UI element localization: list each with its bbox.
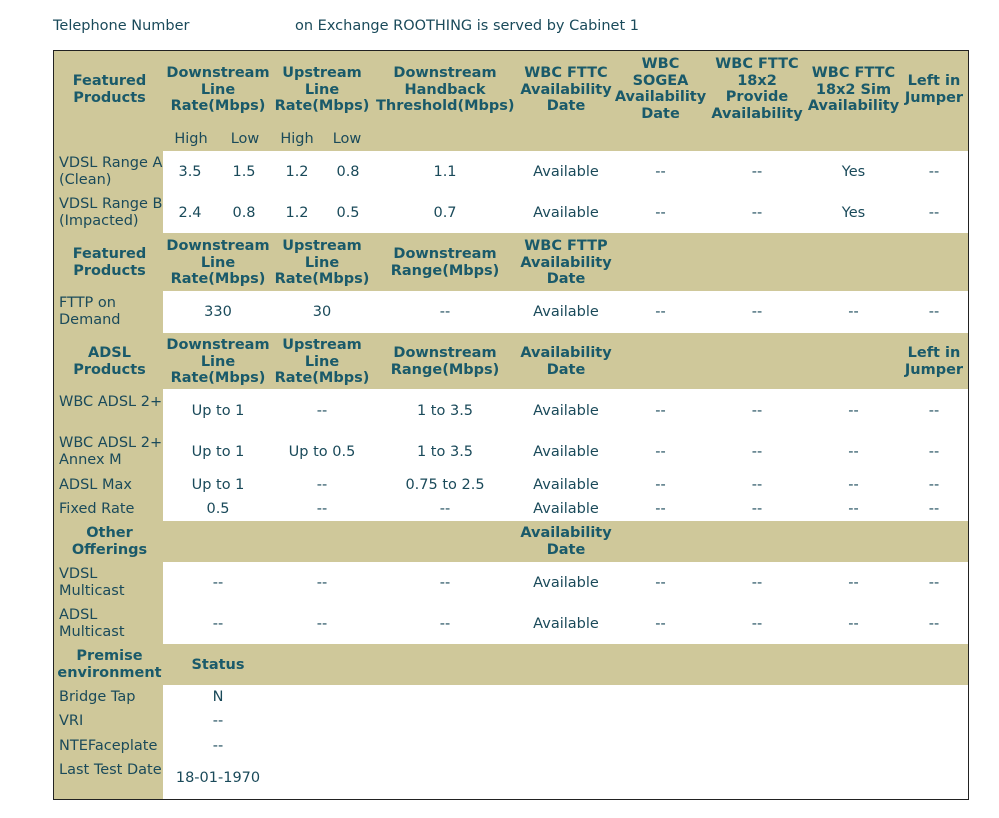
row-label: VDSL Range B (Impacted) — [59, 196, 163, 229]
col-left-in-jumper: Left in Jumper — [904, 73, 964, 106]
cell-date: Available — [533, 304, 599, 320]
cell-ds: Up to 1 — [191, 403, 245, 419]
row-label: Last Test Date — [59, 762, 162, 778]
cell-us: -- — [316, 403, 328, 419]
row-label: ADSL Max — [59, 477, 132, 493]
cell-handback: 0.7 — [433, 205, 457, 221]
cell-6: -- — [751, 616, 763, 632]
cell-8: -- — [928, 616, 940, 632]
other-offerings-heading: Other Offerings — [71, 525, 148, 558]
col-upstream-rate: Upstream Line Rate(Mbps) — [274, 337, 370, 386]
cell-date: Available — [533, 444, 599, 460]
featured-products-heading: Featured Products — [72, 73, 147, 106]
cell-1: -- — [212, 575, 224, 591]
cell-range: 1 to 3.5 — [416, 403, 474, 419]
row-label: Bridge Tap — [59, 689, 136, 705]
col-downstream-range: Downstream Range(Mbps) — [390, 345, 500, 378]
col-status: Status — [191, 657, 245, 673]
cell-5: -- — [655, 575, 666, 591]
cell-5: -- — [655, 501, 666, 517]
cell-3: -- — [439, 575, 451, 591]
col-18x2-sim: WBC FTTC 18x2 Sim Availability — [807, 65, 900, 114]
cell-7: -- — [848, 501, 859, 517]
cell-7: -- — [848, 616, 859, 632]
col-sogea-date: WBC SOGEA Availability Date — [614, 56, 707, 122]
cell-5: -- — [655, 304, 666, 320]
availability-table — [53, 50, 969, 800]
cell-2: -- — [316, 575, 328, 591]
cell-6: -- — [751, 575, 763, 591]
col-downstream-rate: Downstream Line Rate(Mbps) — [166, 65, 270, 114]
row-label: NTEFaceplate — [59, 738, 158, 754]
cell-us-low: 0.8 — [336, 164, 360, 180]
row-label: FTTP on Demand — [59, 295, 121, 328]
cell-ds-low: 1.5 — [232, 164, 256, 180]
col-fttc-date: WBC FTTC Availability Date — [520, 65, 612, 114]
cell-ds-low: 0.8 — [232, 205, 256, 221]
cell-8: -- — [928, 304, 940, 320]
col-downstream-rate: Downstream Line Rate(Mbps) — [166, 337, 270, 386]
cell-5: -- — [655, 403, 666, 419]
cell-ds-high: 3.5 — [178, 164, 202, 180]
col-upstream-rate: Upstream Line Rate(Mbps) — [274, 65, 370, 114]
cell-us: Up to 0.5 — [288, 444, 356, 460]
cell-5: -- — [655, 616, 666, 632]
cell-8: -- — [928, 444, 940, 460]
cell-ds: Up to 1 — [191, 477, 245, 493]
cell-5: -- — [655, 444, 666, 460]
cell-range: -- — [439, 501, 451, 517]
cell-6: -- — [751, 444, 763, 460]
cell-6: -- — [751, 477, 763, 493]
cell-18x2: -- — [751, 205, 763, 221]
col-availability-date: Availability Date — [520, 345, 612, 378]
other-header-band — [54, 521, 968, 562]
cell-fttc: Available — [533, 205, 599, 221]
cell-6: -- — [751, 304, 763, 320]
col-18x2-provide: WBC FTTC 18x2 Provide Availability — [711, 56, 803, 122]
sub-us-low: Low — [332, 131, 362, 147]
sub-us-high: High — [280, 131, 314, 147]
cell-range: 1 to 3.5 — [416, 444, 474, 460]
sub-ds-high: High — [174, 131, 208, 147]
row-label: VDSL Multicast — [59, 566, 125, 599]
cell-sogea: -- — [655, 205, 666, 221]
cell-us: -- — [316, 501, 328, 517]
cell-fttc: Available — [533, 164, 599, 180]
cell-us: 30 — [312, 304, 332, 320]
cell-5: -- — [655, 477, 666, 493]
col-availability-date: Availability Date — [520, 525, 612, 558]
row-label: WBC ADSL 2+ — [59, 394, 163, 410]
exchange-cabinet-text: on Exchange ROOTHING is served by Cabinet 1 — [295, 18, 639, 34]
adsl-products-heading: ADSL Products — [73, 345, 146, 378]
cell-sim: Yes — [841, 164, 866, 180]
cell-8: -- — [928, 501, 940, 517]
row-label: WBC ADSL 2+ Annex M — [59, 435, 163, 468]
cell-date: Available — [533, 477, 599, 493]
cell-6: -- — [751, 403, 763, 419]
cell-date: Available — [533, 501, 599, 517]
col-handback-threshold: Downstream Handback Threshold(Mbps) — [376, 65, 515, 114]
col-fttp-date: WBC FTTP Availability Date — [520, 238, 612, 287]
cell-date: Available — [533, 403, 599, 419]
cell-ds-high: 2.4 — [178, 205, 202, 221]
cell-jumper: -- — [928, 205, 940, 221]
cell-7: -- — [848, 444, 859, 460]
col-downstream-range: Downstream Range(Mbps) — [390, 246, 500, 279]
cell-8: -- — [928, 575, 940, 591]
col-upstream-rate: Upstream Line Rate(Mbps) — [274, 238, 370, 287]
cell-1: -- — [212, 616, 224, 632]
cell-range: 0.75 to 2.5 — [405, 477, 485, 493]
cell-jumper: -- — [928, 164, 940, 180]
cell-sim: Yes — [841, 205, 866, 221]
row-label: Fixed Rate — [59, 501, 135, 517]
cell-range: -- — [439, 304, 451, 320]
cell-18x2: -- — [751, 164, 763, 180]
cell-ds: Up to 1 — [191, 444, 245, 460]
cell-us-low: 0.5 — [336, 205, 360, 221]
cell-ds: 0.5 — [206, 501, 230, 517]
cell-3: -- — [439, 616, 451, 632]
cell-status: -- — [212, 713, 224, 729]
cell-date: Available — [533, 575, 599, 591]
cell-7: -- — [848, 403, 859, 419]
cell-8: -- — [928, 477, 940, 493]
sub-ds-low: Low — [230, 131, 260, 147]
row-label: VDSL Range A (Clean) — [59, 155, 163, 188]
cell-7: -- — [848, 477, 859, 493]
col-left-in-jumper: Left in Jumper — [904, 345, 964, 378]
cell-status: N — [212, 689, 224, 705]
cell-us-high: 1.2 — [285, 205, 309, 221]
cell-date: Available — [533, 616, 599, 632]
cell-handback: 1.1 — [433, 164, 457, 180]
cell-7: -- — [848, 304, 859, 320]
premise-environment-heading: Premise environment — [57, 648, 162, 681]
cell-us-high: 1.2 — [285, 164, 309, 180]
cell-ds: 330 — [204, 304, 232, 320]
cell-7: -- — [848, 575, 859, 591]
cell-2: -- — [316, 616, 328, 632]
cell-6: -- — [751, 501, 763, 517]
telephone-number-label: Telephone Number — [53, 18, 190, 34]
fttp-products-heading: Featured Products — [72, 246, 147, 279]
cell-us: -- — [316, 477, 328, 493]
cell-status: 18-01-1970 — [175, 770, 261, 786]
exchange-info-line — [53, 18, 753, 40]
cell-8: -- — [928, 403, 940, 419]
cell-sogea: -- — [655, 164, 666, 180]
col-downstream-rate: Downstream Line Rate(Mbps) — [166, 238, 270, 287]
row-label: VRI — [59, 713, 84, 729]
cell-status: -- — [212, 738, 224, 754]
row-label: ADSL Multicast — [59, 607, 125, 640]
